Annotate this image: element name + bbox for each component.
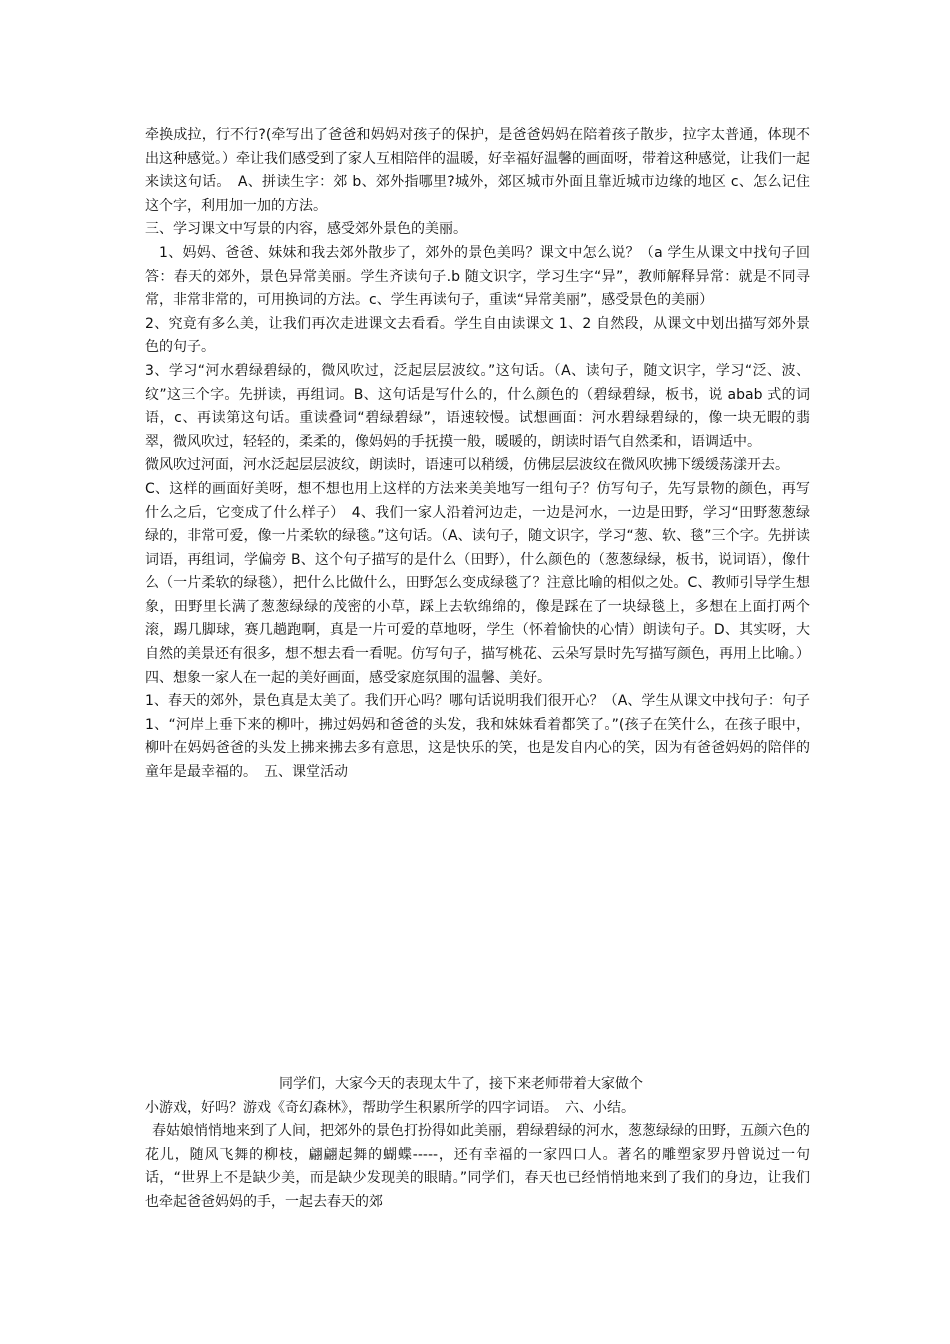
paragraph-qian-la: 牵换成拉，行不行?(牵写出了爸爸和妈妈对孩子的保护，是爸爸妈妈在陪着孩子散步，拉字太普通，体现不出这种感觉。）牵让我们感受到了家人互相陪伴的温暖，好幸福好温馨的画面呀，带着这种感觉，让我们一起来读这句话。 A、拼读生字：郊 b、郊外指哪里?城外，郊区城市外面且靠近城市边缘的地区 c、怎么记住这个字，利用加一加的方法。 xyxy=(145,127,810,214)
paragraph-item-4: C、这样的画面好美呀，想不想也用上这样的方法来美美地写一组句子？仿写句子，先写景物的颜色，再写什么之后，它变成了什么样子） 4、我们一家人沿着河边走，一边是河水，一边是田野，学习“田野葱葱绿绿的，非常可爱，像一片柔软的绿毯。”这句话。（A、读句子，随文识字，学习“葱、软、毯”三个字。先拼读词语，再组词，学偏旁 B、这个句子描写的是什么（田野），什么颜色的（葱葱绿绿，板书，说词语），像什么（一片柔软的绿毯），把什么比做什么，田野怎么变成绿毯了？注意比喻的相似之处。C、教师引导学生想象，田野里长满了葱葱绿绿的茂密的小草，踩上去软绵绵的，像是踩在了一块绿毯上，多想在上面打两个滚，踢几脚球，赛几趟跑啊，真是一片可爱的草地呀，学生（怀着愉快的心情）朗读句子。D、其实呀，大自然的美景还有很多，想不想去看一看呢。仿写句子，描写桃花、云朵写景时先写描写颜色，再用上比喻。） xyxy=(145,480,810,663)
paragraph-summary: 春姑娘悄悄地来到了人间，把郊外的景色打扮得如此美丽，碧绿碧绿的河水，葱葱绿绿的田野，五颜六色的花儿，随风飞舞的柳枝，翩翩起舞的蝴蝶-----，还有幸福的一家四口人。著名的雕塑家罗丹曾说过一句话，“世界上不是缺少美，而是缺少发现美的眼睛。”同学们，春天也已经悄悄地来到了我们的身边，让我们也牵起爸爸妈妈的手，一起去春天的郊 xyxy=(145,1123,810,1210)
document-body-top xyxy=(145,124,810,785)
paragraph-game: 小游戏，好吗？游戏《奇幻森林》，帮助学生积累所学的四字词语。 六、小结。 xyxy=(145,1099,635,1116)
paragraph-item-1: 1、妈妈、爸爸、妹妹和我去郊外散步了，郊外的景色美吗？课文中怎么说？（a 学生从课文中找句子回答：春天的郊外，景色异常美丽。学生齐读句子.b 随文识字，学习生字“异”，教师解释异常：就是不同寻常，非常非常的，可用换词的方法。c、学生再读句子，重读“异常美丽”，感受景色的美丽） xyxy=(145,244,810,309)
paragraph-breeze: 微风吹过河面，河水泛起层层波纹，朗读时，语速可以稍缓，仿佛层层波纹在微风吹拂下缓缓荡漾开去。 xyxy=(145,457,789,474)
paragraph-item-3: 3、学习“河水碧绿碧绿的，微风吹过，泛起层层波纹。”这句话。（A、读句子，随文识字，学习“泛、波、纹”这三个字。先拼读，再组词。B、这句话是写什么的，什么颜色的（碧绿碧绿，板书，说 abab 式的词语，c、再读第这句话。重读叠词“碧绿碧绿”，语速较慢。试想画面：河水碧绿碧绿的，像一块无暇的翡翠，微风吹过，轻轻的，柔柔的，像妈妈的手抚摸一般，暖暖的，朗读时语气自然柔和，语调适中。 xyxy=(145,362,810,450)
section-heading-three: 三、学习课文中写景的内容，感受郊外景色的美丽。 xyxy=(145,221,467,238)
paragraph-item-2: 2、究竟有多么美，让我们再次走进课文去看看。学生自由读课文 1、2 自然段，从课文中划出描写郊外景色的句子。 xyxy=(145,315,810,356)
paragraph-classmates: 同学们，大家今天的表现太牛了，接下来老师带着大家做个 xyxy=(279,1076,643,1092)
section-heading-four: 四、想象一家人在一起的美好画面，感受家庭氛围的温馨、美好。 xyxy=(145,669,551,686)
document-body-bottom xyxy=(145,1073,810,1215)
paragraph-happy: 1、春天的郊外，景色真是太美了。我们开心吗？哪句话说明我们很开心？（A、学生从课文中找句子：句子 1、“河岸上垂下来的柳叶，拂过妈妈和爸爸的头发，我和妹妹看着都笑了。”(孩子在笑什么，在孩子眼中，柳叶在妈妈爸爸的头发上拂来拂去多有意思，这是快乐的笑，也是发自内心的笑，因为有爸爸妈妈的陪伴的童年是最幸福的。 五、课堂活动 xyxy=(145,693,810,781)
